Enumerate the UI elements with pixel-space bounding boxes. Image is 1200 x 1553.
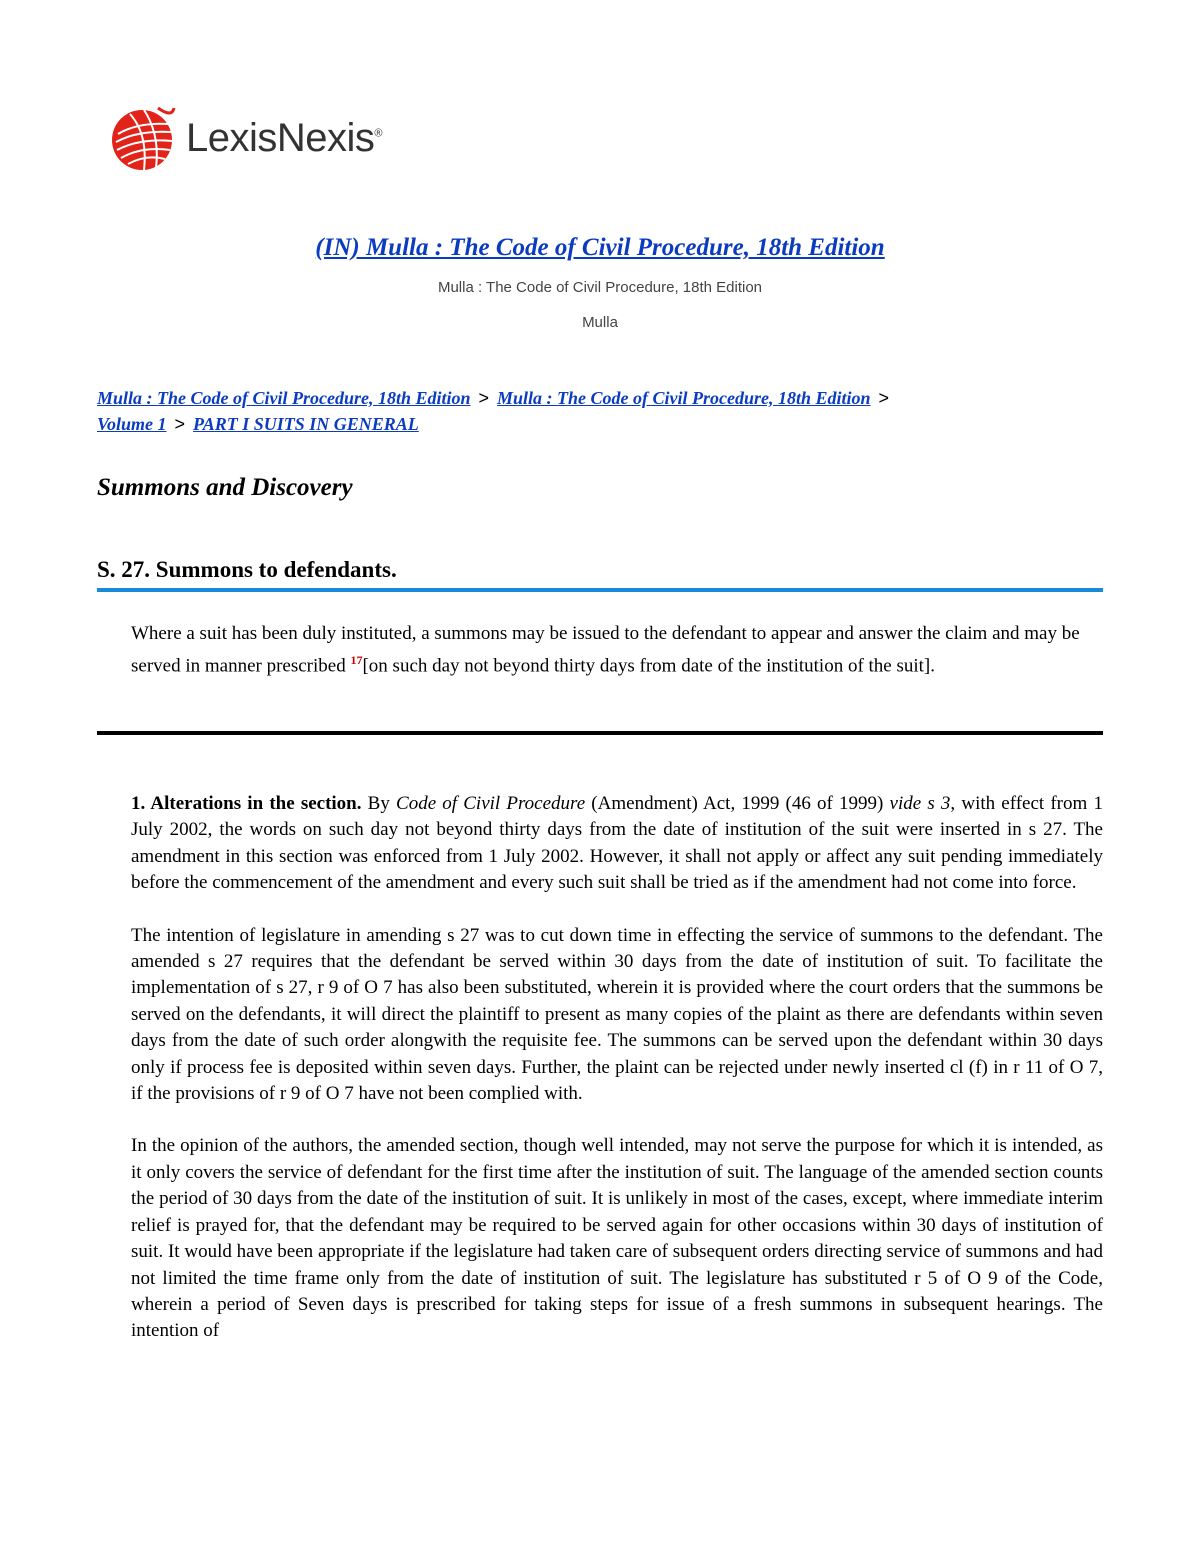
breadcrumb (97, 385, 1107, 437)
section-title: S. 27. Summons to defendants. (97, 557, 397, 582)
breadcrumb-separator: > (878, 388, 890, 408)
commentary (131, 791, 1103, 1371)
commentary-paragraph: The intention of legislature in amending s 27 was to cut down time in effecting the service of summons to the defendant. The amended s 27 requires that the defendant be served within 30 days from the date of institution of suit. To facilitate the implementation of s 27, r 9 of O 7 has also been substituted, wherein it is provided where the court orders that the summons be served on the defendants, it will direct the plaintiff to present as many copies of the plaint as there are defendants within seven days from the date of such order alongwith the requisite fee. The summons can be served upon the defendant within 30 days only if process fee is deposited within seven days. Further, the plaint can be rejected under newly inserted cl (f) in r 11 of O 7, if the provisions of r 9 of O 7 have not been complied with. (131, 924, 1103, 1105)
commentary-divider (97, 731, 1103, 735)
logo-wordmark: LexisNexis® (186, 115, 383, 160)
breadcrumb-separator: > (478, 388, 490, 408)
section-text: Where a suit has been duly instituted, a summons may be issued to the defendant to appear and answer the claim and may be served in manner prescribed $^{17}$[on such day not beyond thirty days from date of the institution of the suit]. (131, 623, 1080, 677)
commentary-heading: 1. Alterations in the section. (131, 793, 362, 814)
document-title-link[interactable]: (IN) Mulla : The Code of Civil Procedure, 18th Edition (315, 234, 885, 261)
breadcrumb-link-volume[interactable]: Volume 1 (97, 414, 167, 434)
breadcrumb-link-edition[interactable]: Mulla : The Code of Civil Procedure, 18th Edition (497, 388, 871, 408)
breadcrumb-link-book[interactable]: Mulla : The Code of Civil Procedure, 18th Edition (97, 388, 471, 408)
footnote-marker[interactable]: 17 (350, 653, 363, 667)
breadcrumb-link-part[interactable]: PART I SUITS IN GENERAL (193, 414, 419, 434)
lexisnexis-knot-icon (108, 104, 178, 172)
lexisnexis-logo (108, 104, 382, 172)
document-subtitle: Mulla : The Code of Civil Procedure, 18th Edition (437, 279, 763, 296)
breadcrumb-separator: > (174, 414, 186, 434)
commentary-paragraph: In the opinion of the authors, the amended section, though well intended, may not serve the purpose for which it is intended, as it only covers the service of defendant for the first time after the institution of suit. The language of the amended section counts the period of 30 days from the date of the institution of suit. It is unlikely in most of the cases, except, where immediate interim relief is prayed for, that the defendant may be required to be served again for other occasions within 30 days of institution of suit. It would have been appropriate if the legislature had taken care of subsequent orders directing service of summons and had not limited the time frame only from the date of institution of suit. The legislature has substituted r 5 of O 9 of the Code, wherein a period of Seven days is prescribed for taking steps for issue of a fresh summons in subsequent hearings. The intention of (131, 1135, 1103, 1342)
commentary-paragraph: 1. Alterations in the section. By Code of Civil Procedure (Amendment) Act, 1999 (46 of 1999) vide s 3, with effect from 1 July 2002, the words on such day not beyond thirty days from the date of institution of the suit were inserted in s 27. The amendment in this section was enforced from 1 July 2002. However, it shall not apply or affect any suit pending immediately before the commencement of the amendment and every such suit shall be tried as if the amendment had not come into force. (131, 793, 1103, 894)
document-title (0, 234, 1200, 262)
section-divider (97, 588, 1103, 592)
chapter-heading: Summons and Discovery (97, 474, 353, 501)
document-author: Mulla (582, 314, 618, 331)
